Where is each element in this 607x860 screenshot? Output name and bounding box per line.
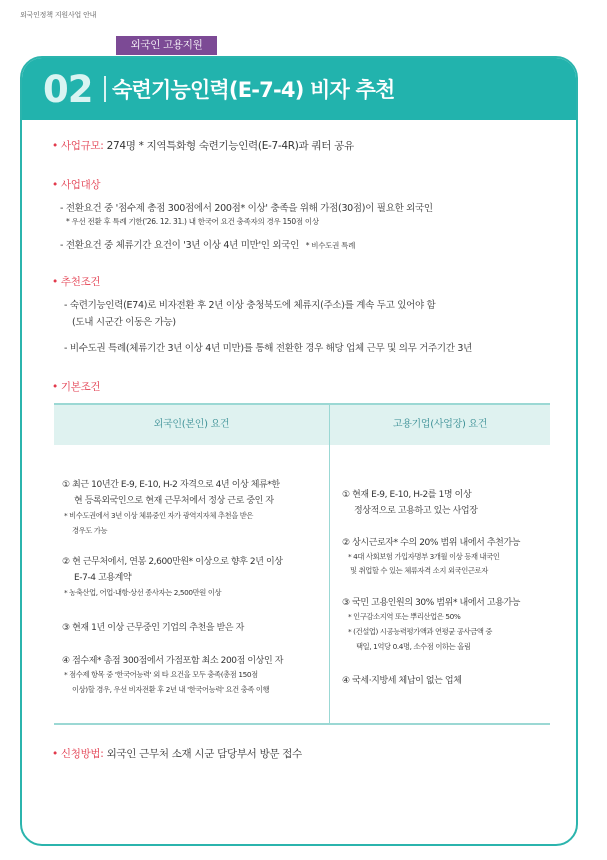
- content-card: [20, 56, 578, 846]
- right-item-4: ④ 국세·지방세 체납이 없는 업체: [342, 676, 462, 686]
- recommend-heading: [52, 274, 100, 289]
- left-note-2: * 농축산업, 어업·내항·상선 종사자는 2,500만원 이상: [64, 588, 222, 597]
- left-item-2b: E-7-4 고용계약: [74, 573, 132, 583]
- right-note-2a: * 4대 사회보험 가입자명부 3개월 이상 등재 내국인: [348, 552, 500, 561]
- header-divider: [104, 76, 106, 102]
- right-note-3c: 택일, 1억당 0.4명, 소수점 이하는 올림: [356, 642, 471, 651]
- section-number: 02: [43, 68, 93, 111]
- right-note-3a: * 인구감소지역 또는 뿌리산업은 50%: [348, 612, 461, 621]
- left-note-1b: 경우도 가능: [72, 526, 108, 535]
- conditions-table: [54, 403, 550, 725]
- apply-row: [52, 746, 302, 761]
- right-note-2b: 및 취업할 수 있는 체류자격 소지 외국인근로자: [350, 566, 488, 575]
- bullet-icon: •: [52, 140, 58, 152]
- recommend-label: 추천조건: [60, 276, 101, 288]
- left-note-4a: * 점수제 항목 중 '한국어능력' 외 타 요건을 모두 충족(총점 150점: [64, 670, 258, 679]
- target-line-2: [60, 237, 355, 251]
- scale-row: [52, 138, 354, 153]
- bullet-icon: •: [52, 748, 58, 760]
- scale-label: 사업규모:: [60, 140, 104, 152]
- recommend-line-2: - 비수도권 특례(체류기간 3년 이상 4년 미만)를 통해 전환한 경우 해당 업체 근무 및 의무 거주기간 3년: [64, 343, 473, 354]
- bullet-icon: •: [52, 276, 58, 288]
- target-label: 사업대상: [60, 179, 101, 191]
- target-note-1: * 우선 전환 후 특례 기한('26. 12. 31.) 내 한국어 요건 충족자의 경우 150점 이상: [66, 217, 319, 226]
- page-top-note: 외국인정책 지원사업 안내: [20, 11, 97, 19]
- bullet-icon: •: [52, 179, 58, 191]
- left-note-4b: 이상)할 경우, 우선 비자전환 후 2년 내 '한국어능력' 요건 충족 이행: [72, 685, 270, 694]
- target-line-1: - 전환요건 중 '점수제 총점 300점에서 200점* 이상' 충족을 위해 가점(30점)이 필요한 외국인: [60, 203, 433, 214]
- target-heading: [52, 177, 100, 192]
- bullet-icon: •: [52, 381, 58, 393]
- table-header-left: 외국인(본인) 요건: [54, 405, 329, 445]
- left-item-2a: ② 현 근무처에서, 연봉 2,600만원* 이상으로 향후 2년 이상: [62, 557, 283, 567]
- target-note-2: * 비수도권 특례: [305, 241, 356, 250]
- table-header-right: 고용기업(사업장) 요건: [330, 405, 550, 445]
- recommend-line-1b: (도내 시군간 이동은 가능): [72, 317, 176, 328]
- right-item-1b: 정상적으로 고용하고 있는 사업장: [354, 506, 478, 516]
- target-line-2-text: - 전환요건 중 체류기간 요건이 '3년 이상 4년 미만'인 외국인: [60, 240, 300, 251]
- scale-text: 274명 * 지역특화형 숙련기능인력(E-7-4R)과 쿼터 공유: [106, 140, 354, 152]
- basic-heading: [52, 379, 100, 394]
- left-item-3: ③ 현재 1년 이상 근무중인 기업의 추천을 받은 자: [62, 623, 244, 633]
- section-title: 숙련기능인력(E-7-4) 비자 추천: [112, 78, 395, 102]
- basic-label: 기본조건: [60, 381, 101, 393]
- left-note-1a: * 비수도권에서 3년 이상 체류중인 자가 광역지자체 추천을 받은: [64, 511, 254, 520]
- right-item-1a: ① 현재 E-9, E-10, H-2를 1명 이상: [342, 490, 472, 500]
- left-item-1a: ① 최근 10년간 E-9, E-10, H-2 자격으로 4년 이상 체류*한: [62, 480, 280, 490]
- apply-label: 신청방법:: [60, 748, 104, 760]
- section-header: [22, 58, 576, 120]
- right-item-3: ③ 국민 고용인원의 30% 범위* 내에서 고용가능: [342, 598, 521, 608]
- apply-text: 외국인 근무처 소재 시군 담당부서 방문 접수: [106, 748, 302, 760]
- right-note-3b: * (건설업) 시공능력평가액과 연평균 공사금액 중: [348, 627, 493, 636]
- right-item-2: ② 상시근로자* 수의 20% 범위 내에서 추천가능: [342, 538, 521, 548]
- recommend-line-1: - 숙련기능인력(E74)로 비자전환 후 2년 이상 충청북도에 체류지(주소)를 계속 두고 있어야 함: [64, 300, 436, 311]
- left-item-4: ④ 점수제* 총점 300점에서 가점포함 최소 200점 이상인 자: [62, 656, 283, 666]
- table-column-divider: [329, 405, 330, 723]
- left-item-1b: 현 등록외국인으로 현재 근무처에서 정상 근로 중인 자: [74, 496, 274, 506]
- category-badge: 외국인 고용지원: [116, 36, 217, 55]
